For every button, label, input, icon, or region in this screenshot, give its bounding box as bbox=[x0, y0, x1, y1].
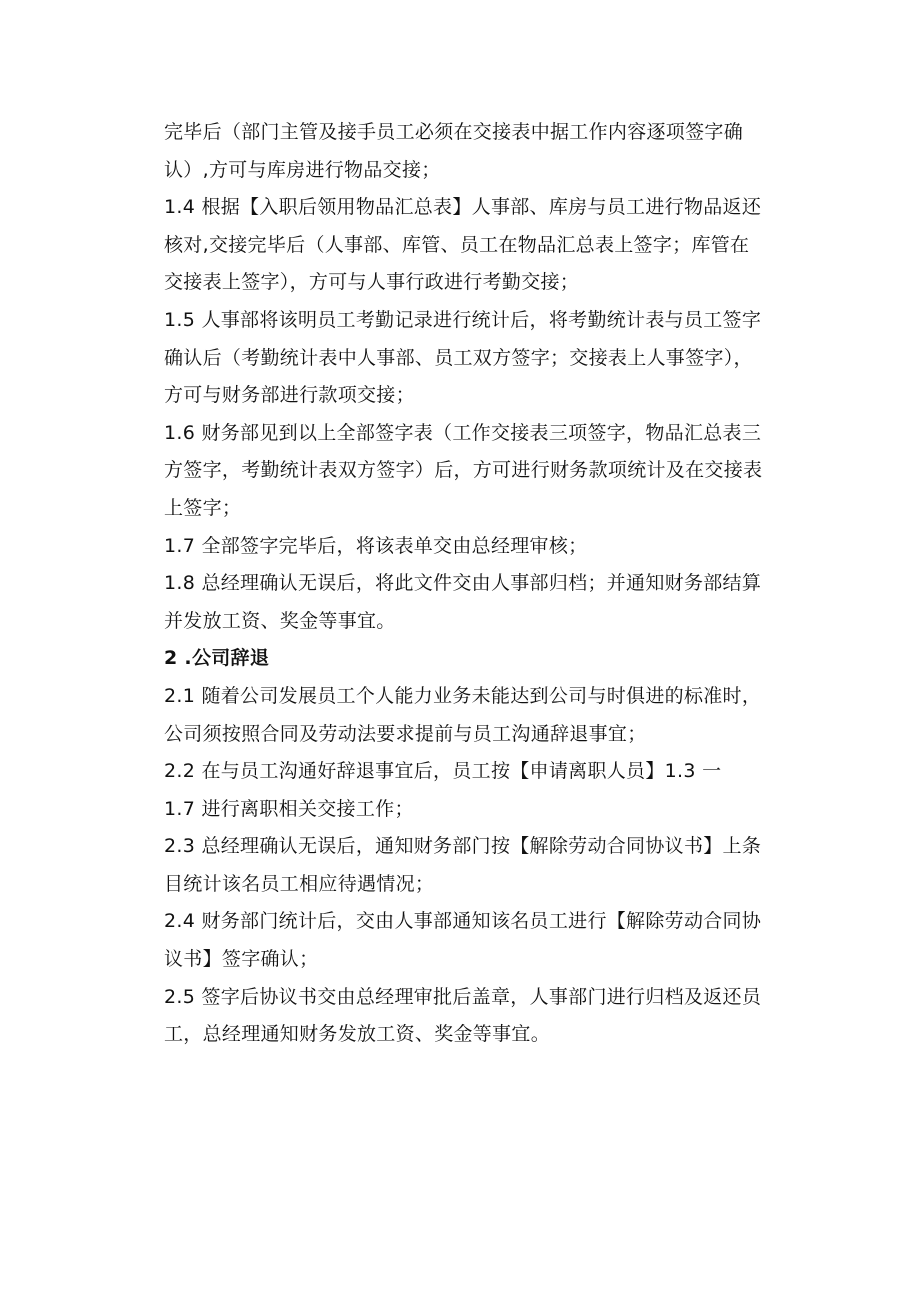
text-line: 目统计该名员工相应待遇情况； bbox=[164, 872, 435, 895]
section-heading: 2 .公司辞退 bbox=[164, 647, 270, 670]
text-line: 2.2 在与员工沟通好辞退事宜后，员工按【申请离职人员】1.3 一 bbox=[164, 760, 722, 783]
text-line: 2.3 总经理确认无误后，通知财务部门按【解除劳动合同协议书】上条 bbox=[164, 835, 762, 858]
text-line: 交接表上签字），方可与人事行政进行考勤交接； bbox=[164, 271, 580, 294]
text-line: 2.1 随着公司发展员工个人能力业务未能达到公司与时俱进的标准时， bbox=[164, 684, 762, 707]
text-line: 1.7 进行离职相关交接工作； bbox=[164, 797, 414, 820]
text-line: 上签字； bbox=[164, 496, 242, 519]
text-line: 1.4 根据【入职后领用物品汇总表】人事部、库房与员工进行物品返还 bbox=[164, 196, 762, 219]
text-line: 认）,方可与库房进行物品交接； bbox=[164, 158, 441, 181]
text-line: 完毕后（部门主管及接手员工必须在交接表中据工作内容逐项签字确 bbox=[164, 121, 744, 143]
text-line: 确认后（考勤统计表中人事部、员工双方签字；交接表上人事签字）， bbox=[164, 346, 753, 369]
document-body bbox=[164, 114, 804, 1054]
text-line: 方签字，考勤统计表双方签字）后，方可进行财务款项统计及在交接表 bbox=[164, 459, 763, 482]
text-line: 方可与财务部进行款项交接； bbox=[164, 384, 415, 407]
text-line: 议书】签字确认； bbox=[164, 948, 319, 971]
text-line: 1.6 财务部见到以上全部签字表（工作交接表三项签字，物品汇总表三 bbox=[164, 421, 762, 444]
text-line: 核对,交接完毕后（人事部、库管、员工在物品汇总表上签字；库管在 bbox=[164, 233, 750, 256]
text-line: 1.8 总经理确认无误后，将此文件交由人事部归档；并通知财务部结算 bbox=[164, 572, 762, 595]
text-line: 1.5 人事部将该明员工考勤记录进行统计后，将考勤统计表与员工签字 bbox=[164, 308, 762, 331]
text-line: 1.7 全部签字完毕后，将该表单交由总经理审核； bbox=[164, 534, 588, 557]
text-line: 工，总经理通知财务发放工资、奖金等事宜。 bbox=[164, 1023, 551, 1046]
text-line: 公司须按照合同及劳动法要求提前与员工沟通辞退事宜； bbox=[164, 722, 647, 745]
text-line: 2.5 签字后协议书交由总经理审批后盖章，人事部门进行归档及返还员 bbox=[164, 985, 762, 1008]
text-line: 并发放工资、奖金等事宜。 bbox=[164, 609, 396, 632]
text-line: 2.4 财务部门统计后，交由人事部通知该名员工进行【解除劳动合同协 bbox=[164, 910, 762, 933]
